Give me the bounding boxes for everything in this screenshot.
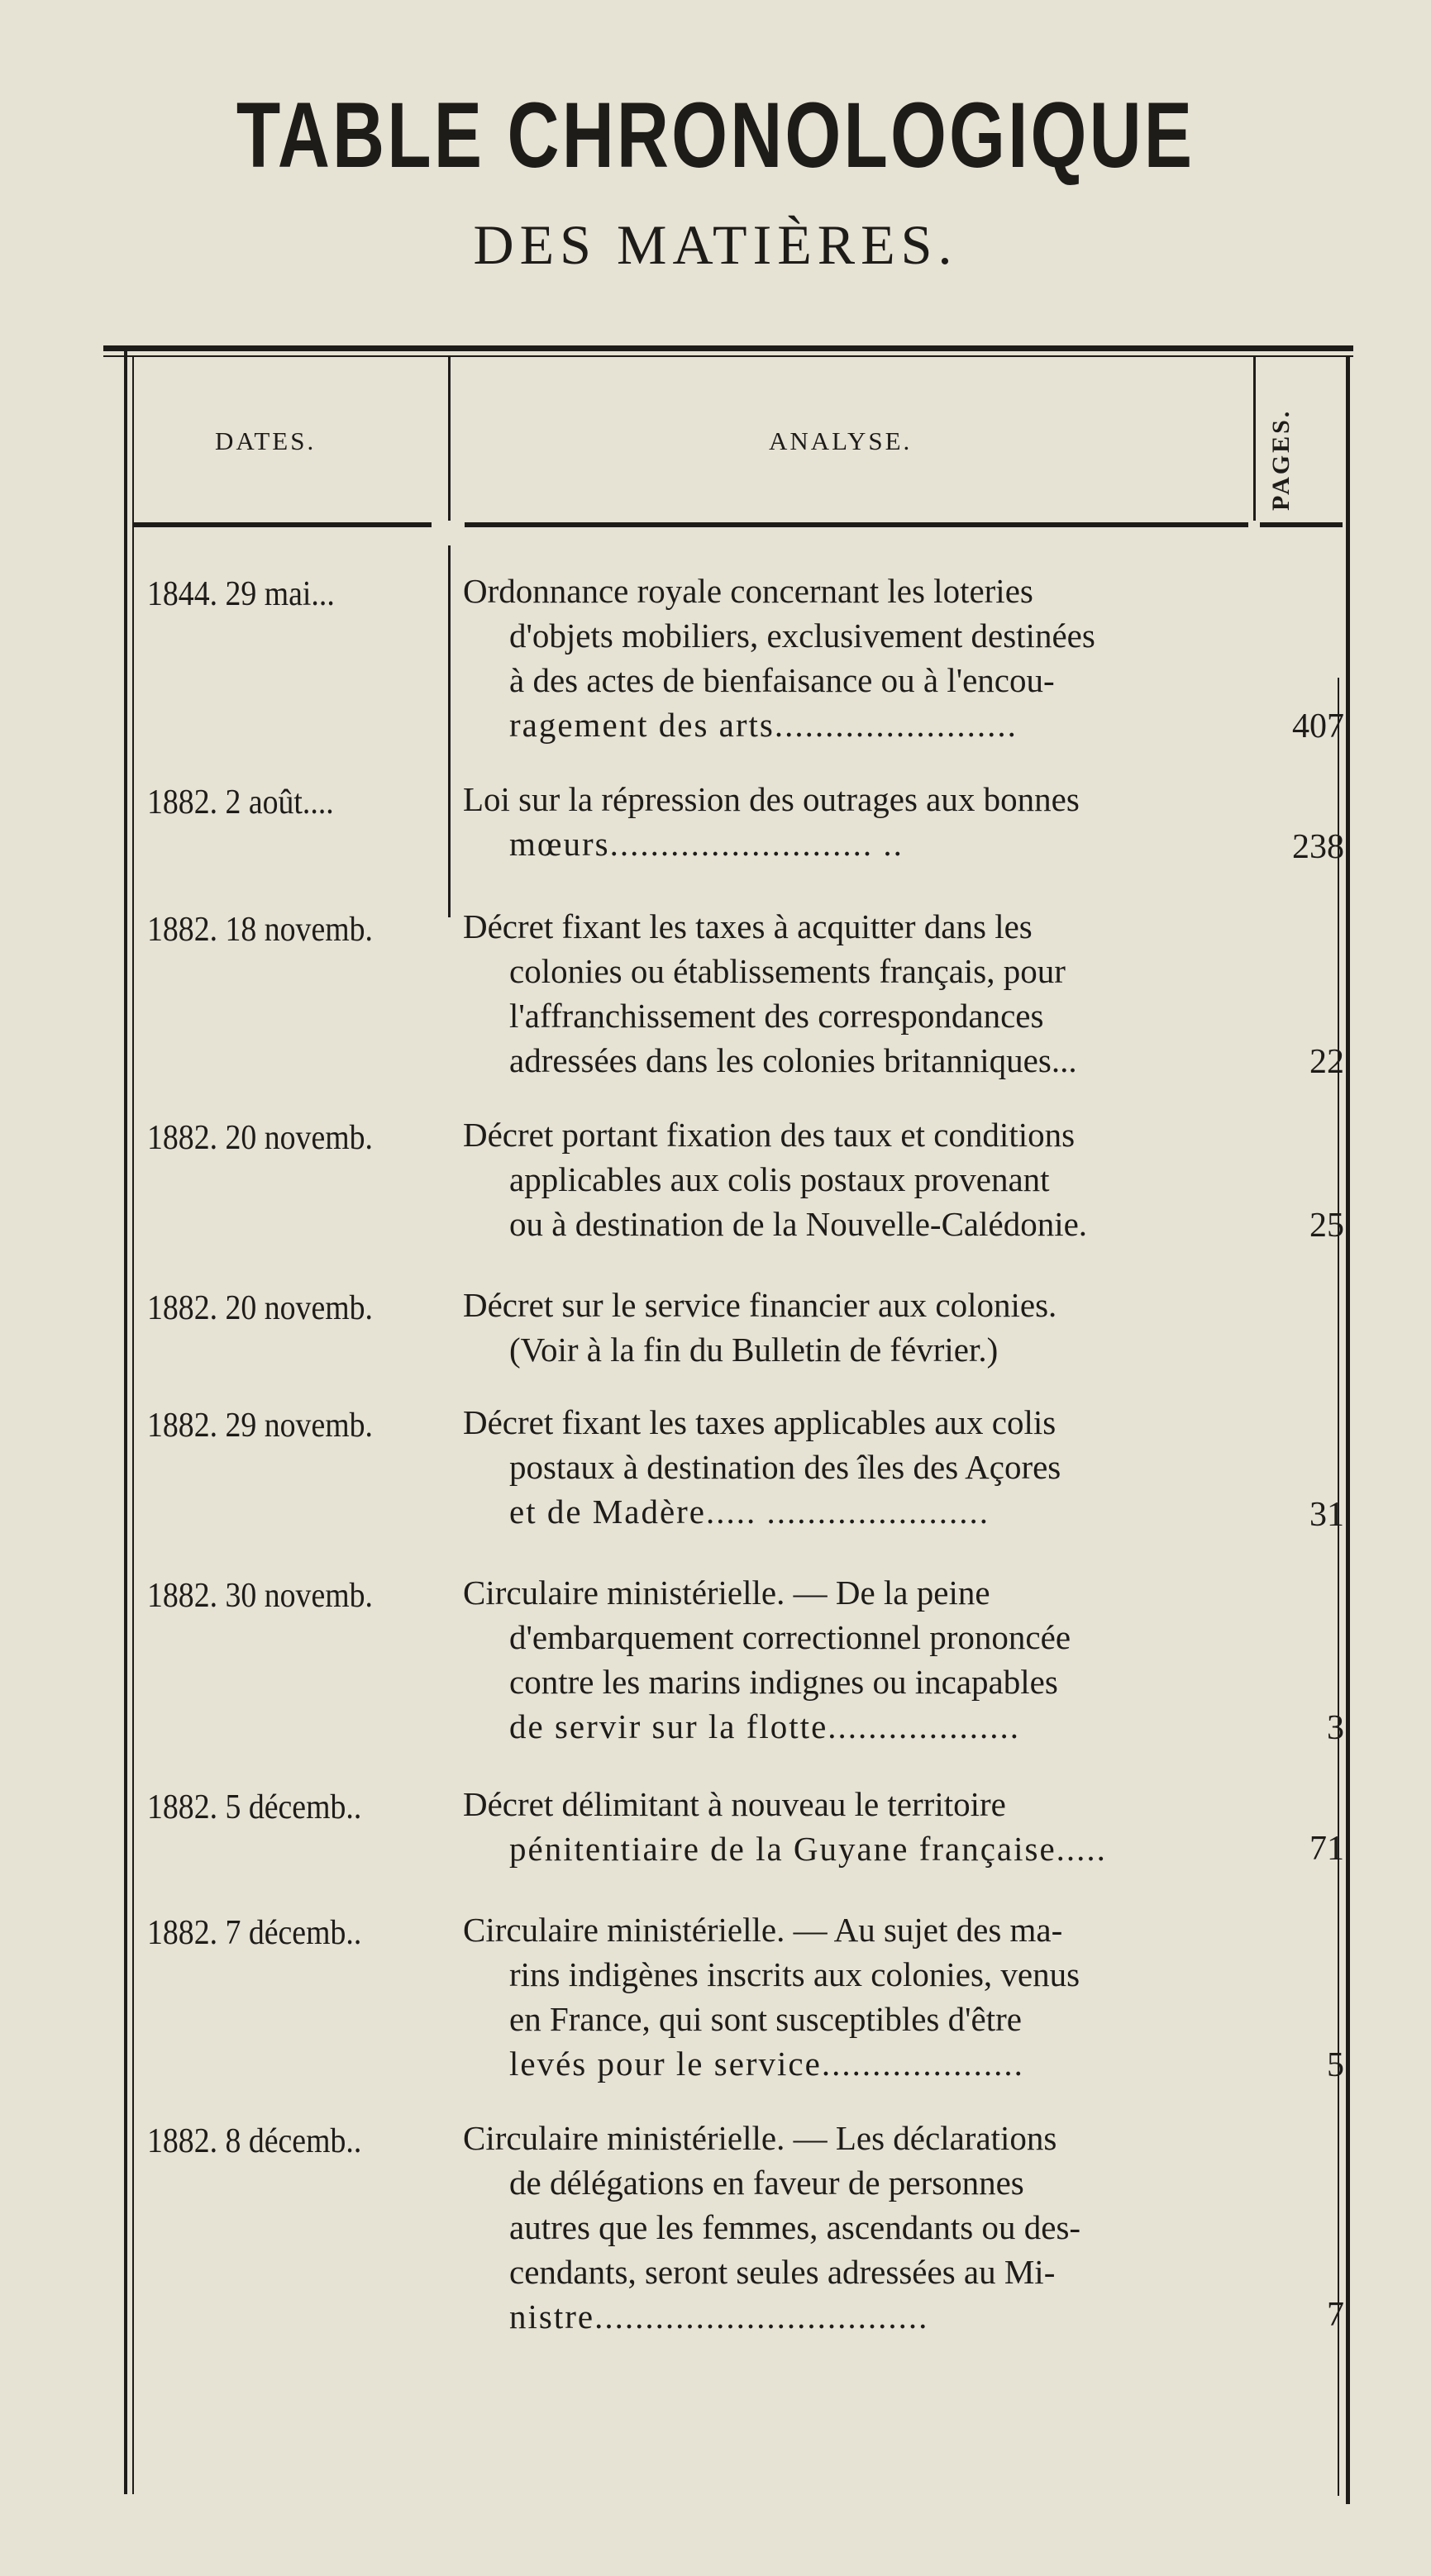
entry-analysis [463,1283,1248,1372]
table-left-border [124,345,127,2494]
entry-date: 1882. 29 novemb. [147,1407,373,1445]
entry-line: autres que les femmes, ascendants ou des- [509,2208,1081,2246]
entry-date: 1882. 2 août.... [147,783,334,821]
dates-header-rule [132,522,432,527]
entry-line: Loi sur la répression des outrages aux bonnes [463,780,1080,818]
entry-line: applicables aux colis postaux provenant [509,1160,1050,1198]
entry-line: Circulaire ministérielle. — Les déclarations [463,2119,1057,2157]
entry-line: Décret sur le service financier aux colonies. [463,1286,1057,1324]
entry-line: de délégations en faveur de personnes [509,2164,1024,2202]
column-header-dates: DATES. [215,426,317,455]
entry-analysis [463,2116,1248,2339]
entry-line: l'affranchissement des correspondances [509,997,1044,1035]
column-header-pages: PAGES. [1267,408,1295,511]
pages-column-border-inner [1338,678,1339,2496]
entry-line: postaux à destination des îles des Açores [509,1448,1061,1486]
entry-line: levés pour le service.................... [509,2045,1024,2083]
entry-analysis [463,1907,1248,2086]
entry-line: rins indigènes inscrits aux colonies, venus [509,1955,1080,1993]
entry-line: Circulaire ministérielle. — De la peine [463,1574,990,1612]
entry-analysis [463,904,1248,1083]
entry-line: Décret fixant les taxes à acquitter dans les [463,907,1033,945]
entry-date: 1882. 30 novemb. [147,1577,373,1615]
column-header-analyse: ANALYSE. [769,426,913,455]
entry-page: 238 [1292,828,1344,866]
entry-line: de servir sur la flotte................... [509,1707,1021,1745]
pages-column-border [1346,355,1350,2504]
entry-analysis [463,569,1248,747]
entry-analysis [463,1570,1248,1749]
entry-date: 1882. 7 décemb.. [147,1914,362,1952]
entry-line: d'objets mobiliers, exclusivement destinées [509,617,1095,655]
entry-page: 25 [1309,1207,1344,1245]
entry-line: Décret portant fixation des taux et conditions [463,1116,1076,1154]
entry-line: à des actes de bienfaisance ou à l'encou- [509,661,1055,699]
entry-line: pénitentiaire de la Guyane française..... [509,1830,1107,1868]
entry-date: 1882. 20 novemb. [147,1289,373,1327]
entry-line: ragement des arts........................ [509,706,1018,744]
table-top-rule-thin [103,355,1353,357]
entry-page: 71 [1309,1830,1344,1868]
analyse-header-rule [465,522,1248,527]
entry-analysis [463,1112,1248,1246]
entry-date: 1882. 8 décemb.. [147,2122,362,2160]
entry-line: Décret fixant les taxes applicables aux colis [463,1403,1057,1441]
entry-page: 31 [1309,1496,1344,1534]
entry-line: adressées dans les colonies britanniques... [509,1041,1077,1079]
entry-page: 5 [1327,2046,1344,2084]
entry-line: contre les marins indignes ou incapables [509,1663,1058,1701]
entry-line: colonies ou établissements français, pour [509,952,1066,990]
entry-page: 7 [1327,2296,1344,2334]
entry-date: 1882. 18 novemb. [147,911,373,949]
entry-line: Circulaire ministérielle. — Au sujet des ma- [463,1911,1063,1949]
pages-header-rule [1260,522,1343,527]
entry-line: nistre................................. [509,2297,929,2336]
entry-line: cendants, seront seules adressées au Mi- [509,2253,1056,2291]
page-subtitle: DES MATIÈRES. [473,213,958,276]
entry-analysis [463,1400,1248,1534]
entry-analysis [463,1782,1248,1871]
entry-line: en France, qui sont susceptibles d'être [509,2000,1022,2038]
entry-line: et de Madère..... ...................... [509,1493,990,1531]
entry-line: d'embarquement correctionnel prononcée [509,1618,1071,1656]
dates-column-divider-lower [448,545,451,917]
dates-column-divider [448,355,451,521]
entry-date: 1882. 5 décemb.. [147,1788,362,1826]
entry-page: 407 [1292,707,1344,745]
analyse-column-divider [1253,355,1256,521]
entry-analysis [463,777,1248,866]
entry-page: 22 [1309,1043,1344,1081]
entry-line: mœurs.......................... .. [509,825,904,863]
entry-line: Décret délimitant à nouveau le territoire [463,1785,1006,1823]
entry-line: Ordonnance royale concernant les loteries [463,572,1033,610]
table-left-border-inner [132,355,134,2494]
entry-date: 1844. 29 mai... [147,575,335,613]
entry-date: 1882. 20 novemb. [147,1119,373,1157]
entry-page: 3 [1327,1709,1344,1747]
table-top-rule [103,345,1353,351]
entry-line: ou à destination de la Nouvelle-Calédonie. [509,1205,1088,1243]
page-title: TABLE CHRONOLOGIQUE [236,83,1195,187]
entry-line: (Voir à la fin du Bulletin de février.) [509,1331,999,1369]
